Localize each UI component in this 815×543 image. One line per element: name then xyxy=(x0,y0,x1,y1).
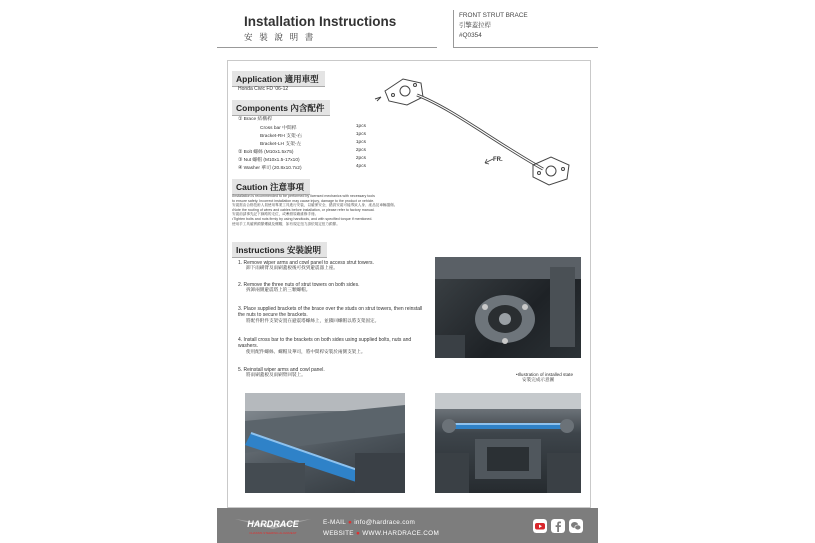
component-label: ② Bolt 螺絲 (M10x1.5x75) xyxy=(238,150,294,155)
caution-heading-en: Caution xyxy=(236,182,270,192)
component-label: Bracket-RH 支架-右 xyxy=(260,134,303,139)
strut-tower-illustration xyxy=(435,257,581,358)
youtube-icon[interactable] xyxy=(533,519,547,533)
title-divider xyxy=(217,47,437,48)
component-qty: 1pcs xyxy=(355,124,366,129)
component-label: Cross bar 中間桿 xyxy=(260,126,297,131)
caution-line: •Note the routing of wires and cables before installation, or please refer to factory manual. xyxy=(232,207,375,212)
caution-line: 安裝需由合格技術人員使用專業工具進行安裝，以確保安全，錯誤安裝可能導致人身、產品及車輛損傷。 xyxy=(232,203,398,208)
component-row xyxy=(238,115,272,122)
bracket-right-drawing xyxy=(533,157,569,185)
component-label: ③ Nut 螺帽 (M10x1.5-17x10) xyxy=(238,158,300,163)
step-text-zh: 將配件附件支架安置在避震塔螺絲上，並鎖回螺帽以將支架固定。 xyxy=(246,318,380,324)
website-line: WEBSITE ● WWW.HARDRACE.COM xyxy=(323,530,440,537)
engine-bay-illustration xyxy=(435,393,581,493)
step-text-zh: 拆卸兩側避震塔上的三顆螺帽。 xyxy=(246,288,311,294)
component-qty: 1pcs xyxy=(355,140,366,145)
installed-note-zh: 安裝完成示意圖 xyxy=(522,378,555,384)
caution-heading xyxy=(232,179,310,195)
bracket-left-drawing xyxy=(385,79,423,105)
page-title-zh: 安 裝 說 明 書 xyxy=(244,33,316,43)
hardrace-logo xyxy=(233,516,313,536)
page-title: Installation Instructions xyxy=(244,14,397,29)
step-text-zh: 將雨刷蓋板及雨刷臂回裝上。 xyxy=(246,373,306,379)
email-label: E-MAIL xyxy=(323,519,346,526)
website-link[interactable]: WWW.HARDRACE.COM xyxy=(362,530,440,537)
components-heading xyxy=(232,100,330,116)
caution-heading-zh: 注意事項 xyxy=(270,183,305,193)
installed-state-note xyxy=(516,372,573,384)
content-panel xyxy=(227,60,591,508)
product-name: FRONT STRUT BRACE xyxy=(459,12,528,19)
caution-line: •Installation is recommended to be performed by licensed mechanics with necessary tools xyxy=(232,194,375,198)
component-label: ④ Washer 華司 (20.8x10.7x2) xyxy=(238,166,302,171)
step-text: 3. Place supplied brackets of the brace over the studs on strut towers, then reinstall the nuts to secure the brackets. xyxy=(238,306,423,319)
caution-text xyxy=(232,194,437,226)
instruction-step xyxy=(238,337,423,356)
step-text: 1. Remove wiper arms and cowl panel to access strut towers. xyxy=(238,260,374,266)
step-text: 2. Remove the three nuts of strut towers on both sides. xyxy=(238,282,360,288)
components-heading-en: Components xyxy=(236,103,291,113)
application-heading-en: Application xyxy=(236,74,285,84)
step-text: 5. Reinstall wiper arms and cowl panel. xyxy=(238,367,325,373)
caution-line: •Tighten bolts and nuts firmly by using handtools, and with specified torque if mentioned. xyxy=(232,216,373,221)
front-direction-label: FR. xyxy=(493,157,503,163)
header-vertical-divider xyxy=(453,10,454,48)
instruction-sheet xyxy=(217,0,598,543)
caution-line: 使用手工具確實鎖緊螺絲及螺帽，如有規定扭力請依規定扭力鎖緊。 xyxy=(232,221,340,226)
footer-bar xyxy=(217,508,598,543)
installed-photo-engine-bay xyxy=(435,393,581,493)
component-qty: 2pcs xyxy=(355,148,366,153)
application-heading xyxy=(232,71,325,87)
instruction-step xyxy=(238,260,423,273)
wechat-icon[interactable] xyxy=(569,519,583,533)
components-heading-zh: 內含配件 xyxy=(290,104,325,114)
instruction-step xyxy=(238,282,423,295)
installed-photo-close-up xyxy=(245,393,405,493)
step-text-zh: 使用配件螺絲、螺帽及華司，將中間桿安裝於兩側支架上。 xyxy=(246,349,366,355)
instruction-step xyxy=(238,367,423,380)
instructions-heading-zh: 安裝說明 xyxy=(287,246,322,256)
component-row xyxy=(260,124,366,131)
component-row xyxy=(238,164,366,171)
instructions-heading-en: Instructions xyxy=(236,245,288,255)
contact-info xyxy=(323,517,439,539)
strut-tower-photo xyxy=(435,257,581,358)
instructions-heading xyxy=(232,242,327,258)
component-qty: 1pcs xyxy=(355,132,366,137)
component-label: ① Brace 結構桿 xyxy=(238,117,272,122)
component-label: Bracket-LH 支架-左 xyxy=(260,142,302,147)
component-row xyxy=(260,140,366,147)
application-heading-zh: 適用車型 xyxy=(284,75,319,85)
email-link[interactable]: info@hardrace.com xyxy=(354,519,416,526)
email-line: E-MAIL ● info@hardrace.com xyxy=(323,519,416,526)
product-info xyxy=(459,11,528,41)
caution-line: 安裝前請事先記下線路的走位，或參照原廠維修手冊。 xyxy=(232,212,319,217)
caution-line: to ensure safety. Incorrect installation may cause injury, damage to the product or vehicle. xyxy=(232,198,375,203)
facebook-icon[interactable] xyxy=(551,519,565,533)
installed-note-en: •Illustration of installed state xyxy=(516,372,574,377)
logo-wordmark: HARDRACE xyxy=(247,519,299,529)
step-text-zh: 卸下雨刷臂及雨刷蓋板後可找到避震器上座。 xyxy=(246,266,338,272)
step-text: 4. Install cross bar to the brackets on both sides using supplied bolts, nuts and washers. xyxy=(238,337,412,350)
component-qty: 4pcs xyxy=(355,164,366,169)
instruction-step xyxy=(238,306,423,325)
website-label: WEBSITE xyxy=(323,530,354,537)
component-row xyxy=(260,132,366,139)
application-vehicle: Honda Civic FD '06-12 xyxy=(238,86,289,92)
component-row xyxy=(238,148,366,155)
component-row xyxy=(238,156,366,163)
component-qty: 2pcs xyxy=(355,156,366,161)
logo-tagline: CHASSIS STEERING ALIGNMENT xyxy=(249,531,297,535)
part-number: #Q0354 xyxy=(459,32,482,39)
product-divider xyxy=(453,47,598,48)
product-name-zh: 引擎蓋拉桿 xyxy=(459,22,491,29)
brace-diagram xyxy=(373,69,583,189)
close-up-illustration xyxy=(245,393,405,493)
